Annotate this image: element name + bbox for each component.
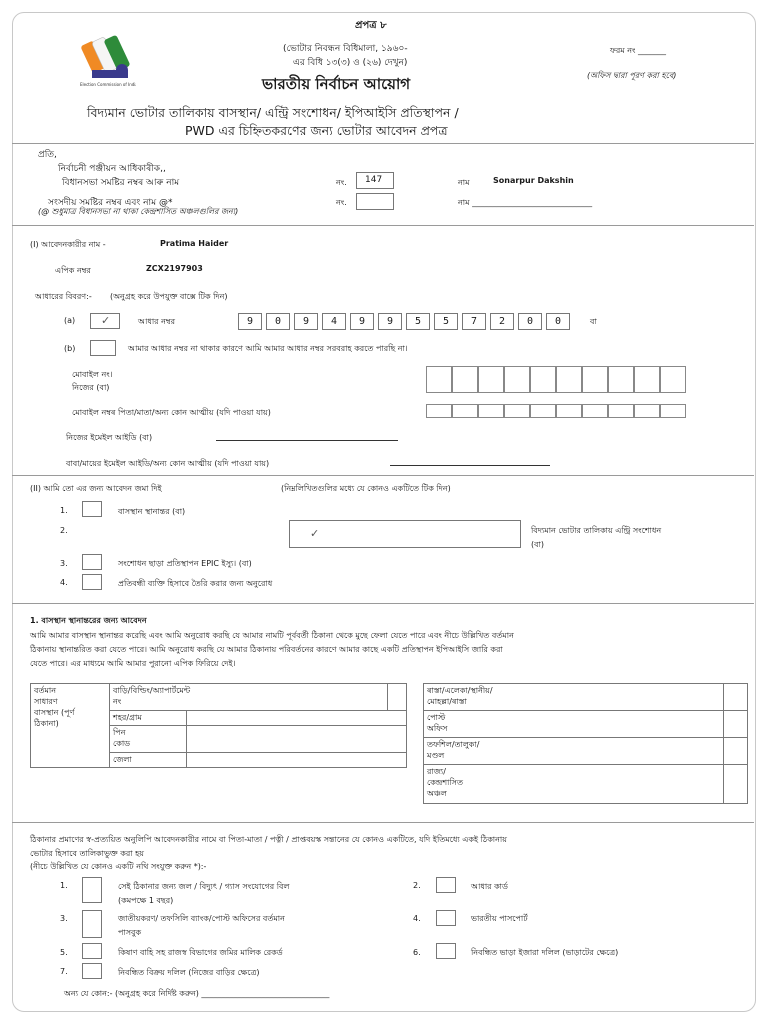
parl-name-line: নাম ______________________________ [458,198,593,207]
rule-reference-2: এর বিধি ১৩(৩) ও (২৬) দেখুন) [293,58,408,68]
aadhaar-digit-box[interactable]: 9 [378,313,402,330]
passbook-checkbox[interactable] [82,910,102,938]
state-label-1: রাজ্য/ [427,767,446,776]
aadhaar-digit-box[interactable]: 5 [434,313,458,330]
mobile-relative-digit-cell[interactable] [452,404,478,418]
passbook-sublabel: পাসবুক [118,928,142,937]
mobile-digit-cell[interactable] [660,366,686,393]
mobile-relative-label: মোবাইল নম্বৰ পিতা/মাতা/অন্য কোন আত্মীয় (যদি পাওয়া যায়) [72,408,271,417]
street-label-1: ৰাস্তা/এলেকা/স্থানীয়/ [427,686,493,695]
city-label: শহর/গ্রাম [110,711,187,726]
rent-deed-label: নিবন্ধিত ভাড়া ইজারা দলিল (ভাড়াটের ক্ষেত্রে) [471,948,619,957]
correction-checkbox[interactable] [289,520,521,548]
item-number: 4. [60,578,68,587]
aadhaar-card-label: আধার কার্ড [471,882,508,891]
mobile-relative-digit-cell[interactable] [478,404,504,418]
replacement-epic-checkbox[interactable] [82,554,102,570]
office-use-note: (অফিস দ্বারা পূরণ করা হবে) [587,71,677,80]
epic-value: ZCX2197903 [146,264,203,273]
aadhaar-digit-box[interactable]: 0 [266,313,290,330]
state-field[interactable] [723,765,747,804]
aadhaar-digit-box[interactable]: 9 [350,313,374,330]
or-label: বা [590,317,597,326]
logo-text: Election Commission of India [80,82,136,87]
mobile-relative-digit-cell[interactable] [582,404,608,418]
tehsil-label-2: মণ্ডল [427,751,445,760]
epic-label: এপিক নম্বর [55,266,91,275]
mobile-digit-cell[interactable] [478,366,504,393]
proof-item-number: 2. [413,881,421,890]
aadhaar-digit-box[interactable]: 4 [322,313,346,330]
divider [12,822,754,823]
aadhaar-no-label: আধার নম্বর [138,317,175,326]
no-aadhaar-checkbox[interactable] [90,340,116,356]
email-self-field[interactable] [216,440,398,441]
proof-instruction-1: ঠিকানার প্রমাণের স্ব-প্রত্যয়িত অনুলিপি আবেদনকারীর নামে বা পিতা-মাতা / পত্নী / প্রাপ্তবয়স্ক সন্তানের যে কোনও একটিতে, যদি ইতিমধ্যে একই ঠিকানায় [30,835,507,844]
post-office-label-2: অফিস [427,724,448,733]
pwd-marking-label: প্রতিবন্ধী ব্যক্তি হিসাবে তৈরি করার জন্য অনুরোধ [118,579,273,588]
aadhaar-digit-box[interactable]: 5 [406,313,430,330]
district-label: জেলা [110,753,187,768]
mobile-relative-digit-cell[interactable] [608,404,634,418]
mobile-relative-digit-cell[interactable] [504,404,530,418]
mobile-label-2: নিজের (বা) [72,383,110,392]
eci-logo [78,30,136,88]
assembly-name-value: Sonarpur Dakshin [493,176,574,185]
applicant-name-label: (I) আবেদনকারীর নাম - [30,240,106,249]
proof-item-number: 1. [60,881,68,890]
mobile-digit-cell[interactable] [452,366,478,393]
option-a-label: (a) [64,316,76,325]
proof-item-number: 6. [413,948,421,957]
aadhaar-details-label: আধারের বিবরণ:- [35,292,92,301]
applicant-name-value: Pratima Haider [160,239,229,248]
district-field[interactable] [187,753,407,768]
no-aadhaar-text: আমার আধার নম্বর না থাকার কারণে আমি আমার আধার নম্বর সরবরাহ করতে পারছি না। [128,344,408,353]
mobile-digit-cell[interactable] [426,366,452,393]
section-1-paragraph-1: আমি আমার বাসস্থান স্থানান্তর করেছি এবং আমি অনুরোধ করছি যে আমার নামটি পূর্ববর্তী ঠিকানা থেকে মুছে ফেলা যেতে পারে এবং নীচে উল্লিখিত বর্তমান [30,631,514,640]
passport-checkbox[interactable] [436,910,456,926]
rent-deed-checkbox[interactable] [436,943,456,959]
mobile-digit-cell[interactable] [582,366,608,393]
section-ii-instruction: (নিম্নলিখিতগুলির মধ্যে যে কোনও একটিতে টিক দিন) [281,484,451,493]
pin-field[interactable] [187,726,407,753]
tehsil-field[interactable] [723,738,747,765]
divider [12,475,754,476]
addressee-officer: নির্বাচনী পঞ্জীয়ন আধিকাৰীক,, [58,164,166,174]
state-label-2: কেন্দ্রশাসিত [427,778,463,787]
proof-instruction-3: (নীচে উল্লিখিত যে কোনও একটি নথি সংযুক্ত করুন *):- [30,862,207,871]
commission-name: ভারতীয় নির্বাচন আয়োগ [262,75,411,93]
item-number: 1. [60,506,68,515]
tehsil-label-1: তফশিল/তালুকা/ [427,740,480,749]
shift-residence-label: বাসস্থান স্থানান্তর (বা) [118,507,186,516]
street-field[interactable] [723,684,747,711]
aadhaar-digit-box[interactable]: 7 [462,313,486,330]
sale-deed-label: নিবন্ধিত বিক্রয় দলিল (নিজের বাড়ির ক্ষেত্রে) [118,968,260,977]
correction-label: বিদ্যমান ভোটার তালিকায় এন্ট্রি সংশোধন [531,526,662,535]
aadhaar-digit-box[interactable]: 0 [518,313,542,330]
post-office-field[interactable] [723,711,747,738]
mobile-label-1: মোবাইল নং। [72,370,113,379]
check-icon: ✓ [101,314,111,327]
option-b-label: (b) [64,344,76,353]
address-label-4: ঠিকানা) [34,719,59,728]
pin-label-2: কোড [113,739,131,748]
aadhaar-instruction: (অনুগ্রহ করে উপযুক্ত বাক্সে টিক দিন) [110,292,228,301]
passport-label: ভারতীয় পাসপোর্ট [471,914,528,923]
mobile-relative-digit-cell[interactable] [660,404,686,418]
section-1-paragraph-2: ঠিকানায় স্থানান্তরিত করা যেতে পারে। আমি অনুরোধ করছি যে আমার ঠিকানায় পরিবর্তনের কারণে আমার কাছে একটি প্রতিস্থাপন ইপিআইসি জারি করা [30,645,503,654]
item-number: 3. [60,559,68,568]
mobile-relative-digit-cell[interactable] [556,404,582,418]
parliamentary-note: (@ শুধুমাত্র বিধানসভা না থাকা কেন্দ্ৰশাসিত অঞ্চলগুলির জন্য) [38,207,239,216]
assembly-no-field[interactable]: 147 [356,172,394,189]
rule-reference-1: (ভোটার নিবন্ধন বিধিমালা, ১৯৬০- [283,44,408,54]
check-icon: ✓ [310,527,320,540]
proof-item-number: 7. [60,967,68,976]
section-1-heading: 1. বাসস্থান স্থানান্তরের জন্য আবেদন [30,616,147,625]
parl-no-label: নং. [336,198,347,207]
divider [12,225,754,226]
city-field[interactable] [187,711,407,726]
mobile-relative-digit-cell[interactable] [530,404,556,418]
email-self-label: নিজের ইমেইল আইডি (বা) [66,433,153,442]
assembly-name-label: নাম [458,178,470,187]
mobile-digit-cell[interactable] [530,366,556,393]
proof-instruction-2: ভোটার হিসাবে তালিকাভুক্ত করা হয় [30,849,144,858]
addressee-to: প্রতি, [38,150,57,160]
house-label-1: বাড়ি/বিল্ডিং/অ্যাপার্টমেন্ট [113,686,191,695]
state-label-3: অঞ্চল [427,789,447,798]
address-table-left [30,683,407,768]
pin-label-1: পিন [113,728,126,737]
form-title-line-1: বিদ্যমান ভোটার তালিকায় বাসস্থান/ এন্ট্রি সংশোধন/ ইপিআইসি প্রতিস্থাপন / [87,105,459,120]
section-1-paragraph-3: যেতে পারে। এর মাধ্যমে আমি আমার পুরানো এপিক ফিরিয়ে দেই। [30,659,236,668]
form-number-title: প্রপত্র ৮ [355,20,387,31]
aadhaar-digit-box[interactable]: 2 [490,313,514,330]
assembly-label: বিধানসভা সমষ্টির নম্বৰ আৰু নাম [62,178,180,188]
mobile-relative-digit-cell[interactable] [426,404,452,418]
mobile-digit-cell[interactable] [556,366,582,393]
mobile-digit-cell[interactable] [634,366,660,393]
utility-bill-label: সেই ঠিকানার জন্য জল / বিদ্যুৎ / গ্যাস সংযোগের বিল [118,882,290,891]
aadhaar-digit-box[interactable]: 9 [238,313,262,330]
other-document-field[interactable]: অন্য যে কোন:- (অনুগ্রহ করে নির্দিষ্ট করুন) ________________________________ [64,989,330,998]
aadhaar-digit-box[interactable]: 9 [294,313,318,330]
item-number: 2. [60,526,68,535]
mobile-relative-digit-cell[interactable] [634,404,660,418]
section-ii-heading: (II) আমি তো এর জন্য আবেদন জমা দিই [30,484,162,493]
divider [12,143,754,144]
house-label-2: নং [113,697,122,706]
utility-bill-checkbox[interactable] [82,877,102,903]
street-label-2: মোহল্লা/ৰাস্তা [427,697,467,706]
post-office-label-1: পোস্ট [427,713,446,722]
address-table-right [423,683,748,804]
proof-item-number: 3. [60,914,68,923]
shift-residence-checkbox[interactable] [82,501,102,517]
address-label-3: বাসস্থান (পূর্ণ [34,708,75,717]
pwd-marking-checkbox[interactable] [82,574,102,590]
address-label-2: সাধারণ [34,697,58,706]
parl-no-field[interactable] [356,193,394,210]
aadhaar-option-checkbox[interactable] [90,313,120,329]
land-record-checkbox[interactable] [82,943,102,959]
utility-bill-sublabel: (কমপক্ষে 1 বছর) [118,896,174,905]
email-relative-field[interactable] [390,465,550,466]
parliamentary-label: সংসদীয় সমষ্টির নম্বৰ এবং নাম @* [48,198,173,208]
divider [12,603,754,604]
email-relative-label: বাবা/মায়ের ইমেইল আইডি/অন্য কোন আত্মীয় (যদি পাওয়া যায়) [66,459,270,468]
aadhaar-card-checkbox[interactable] [436,877,456,893]
mobile-digit-cell[interactable] [608,366,634,393]
aadhaar-digit-box[interactable]: 0 [546,313,570,330]
proof-item-number: 4. [413,914,421,923]
mobile-digit-cell[interactable] [504,366,530,393]
proof-item-number: 5. [60,948,68,957]
house-field[interactable] [388,684,407,711]
sale-deed-checkbox[interactable] [82,963,102,979]
replacement-epic-label: সংশোধন ছাড়া প্রতিস্থাপন EPIC ইস্যু। (বা) [118,559,252,568]
correction-suffix: (বা) [531,540,545,549]
assembly-no-label: নং. [336,178,347,187]
land-record-label: কিষাণ বাহি সহ রাজস্ব বিভাগের জমির মালিক রেকর্ড [118,948,283,957]
form-title-line-2: PWD এর চিহ্নিতকরণের জন্য ভোটার আবেদন প্রপত্র [185,123,448,138]
address-label-1: বর্তমান [34,686,56,695]
form-serial-number: ফরম নং _______ [610,46,666,55]
passbook-label: জাতীয়করণ/ তফসিলি ব্যাংক/পোস্ট অফিসের বর্তমান [118,914,285,923]
